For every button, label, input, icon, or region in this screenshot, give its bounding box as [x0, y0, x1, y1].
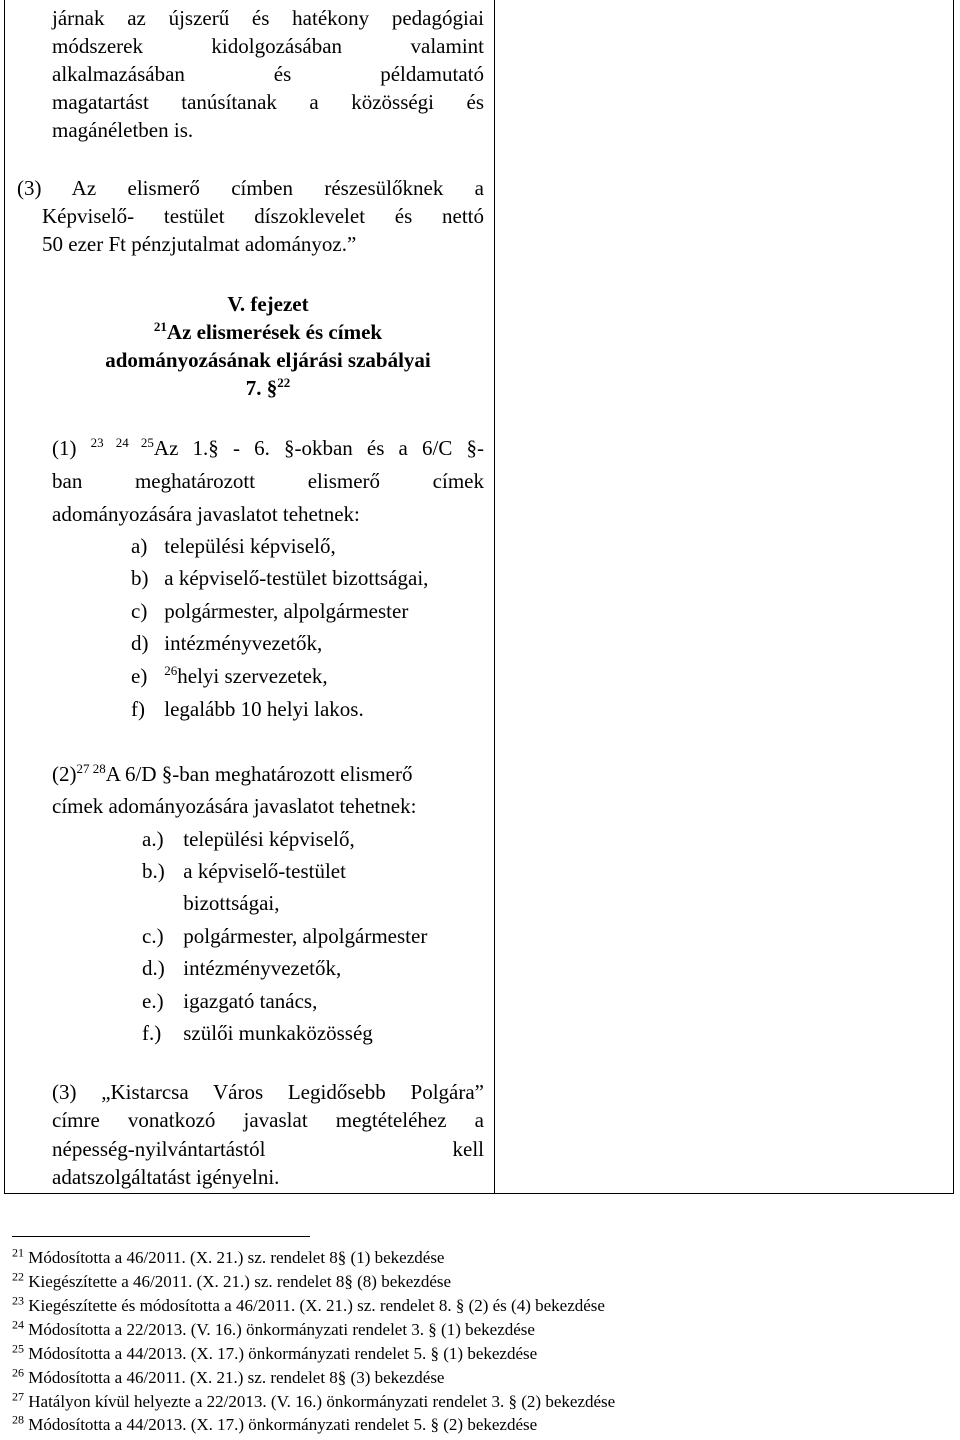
footnote: $^{28}$ Módosította a 44/2013. (X. 17.) önkormányzati rendelet 5. § (2) bekezdése: [12, 1412, 538, 1434]
p1-item: b) a képviselő-testület bizottságai,: [131, 566, 429, 590]
p2-item: bizottságai,: [183, 891, 280, 915]
intro-line: alkalmazásában és példamutató: [52, 62, 484, 86]
intro-line: magatartást tanúsítanak a közösségi és: [52, 90, 484, 114]
footnote: $^{26}$ Módosította a 46/2011. (X. 21.) sz. rendelet 8§ (3) bekezdése: [12, 1365, 445, 1387]
p2-item: d.) intézményvezetők,: [142, 956, 342, 980]
p1-item: e) $^{26}$helyi szervezetek,: [131, 663, 328, 688]
p2-item: e.) igazgató tanács,: [142, 989, 318, 1013]
footnote-ref: 26: [164, 663, 178, 678]
p1-line: ban meghatározott elismerő címek: [52, 469, 484, 493]
footnote: $^{25}$ Módosította a 44/2013. (X. 17.) önkormányzati rendelet 5. § (1) bekezdése: [12, 1341, 538, 1363]
p2-line: címek adományozására javaslatot tehetnek:: [52, 794, 417, 818]
p2-item: f.) szülői munkaközösség: [142, 1021, 373, 1045]
footnote: $^{22}$ Kiegészítette a 46/2011. (X. 21.) sz. rendelet 8§ (8) bekezdése: [12, 1269, 452, 1291]
footnote-separator: [12, 1236, 310, 1237]
footnote: $^{27}$ Hatályon kívül helyezte a 22/2013. (V. 16.) önkormányzati rendelet 3. § (2) bekezdése: [12, 1389, 616, 1411]
p2-item: b.) a képviselő-testület: [142, 859, 346, 883]
intro-line: módszerek kidolgozásában valamint: [52, 34, 484, 58]
section-heading: 7. §$^{22}$: [245, 375, 291, 400]
footnote-refs: 23 24 25: [90, 435, 154, 450]
footnote: $^{21}$ Módosította a 46/2011. (X. 21.) sz. rendelet 8§ (1) bekezdése: [12, 1245, 445, 1267]
p3-line: népesség-nyilvántartástól kell: [52, 1137, 484, 1161]
footnote: $^{24}$ Módosította a 22/2013. (V. 16.) önkormányzati rendelet 3. § (1) bekezdése: [12, 1317, 535, 1339]
p1-line: (1) $^{23 24 25}$Az 1.§ - 6. §-okban és a 6/C §-: [52, 435, 484, 460]
footnote-ref: 21: [153, 319, 167, 334]
p1-line: adományozására javaslatot tehetnek:: [52, 502, 360, 526]
para3-line: Képviselő- testület díszoklevelet és nettó: [42, 204, 484, 228]
chapter-heading: V. fejezet: [227, 292, 309, 316]
p1-item: d) intézményvezetők,: [131, 631, 323, 655]
footnote-ref: 22: [277, 375, 291, 390]
para3-line: (3) Az elismerő címben részesülőknek a: [17, 176, 484, 200]
p3-line: (3) „Kistarcsa Város Legidősebb Polgára”: [52, 1080, 484, 1104]
intro-line: magánéletben is.: [52, 118, 194, 142]
p2-item: c.) polgármester, alpolgármester: [142, 924, 428, 948]
p2-item: a.) települési képviselő,: [142, 827, 355, 851]
p1-item: c) polgármester, alpolgármester: [131, 599, 409, 623]
title-heading: $^{21}$Az elismerések és címek: [153, 319, 383, 344]
intro-line: járnak az újszerű és hatékony pedagógiai: [52, 6, 484, 30]
p3-line: címre vonatkozó javaslat megtételéhez a: [52, 1108, 484, 1132]
title-heading-line2: adományozásának eljárási szabályai: [105, 348, 431, 372]
p2-line: $(2)^{27 28}A$ 6/D §-ban meghatározott elismerő: [52, 761, 413, 786]
p1-item: a) települési képviselő,: [131, 534, 336, 558]
p1-item: f) legalább 10 helyi lakos.: [131, 697, 364, 721]
footnote: $^{23}$ Kiegészítette és módosította a 46/2011. (X. 21.) sz. rendelet 8. § (2) és (4) bekezdése: [12, 1293, 605, 1315]
p3-line: adatszolgáltatást igényelni.: [52, 1165, 280, 1189]
para3-line: 50 ezer Ft pénzjutalmat adományoz.”: [42, 232, 357, 256]
footnote-refs: 27 28: [76, 761, 106, 776]
column-divider: [494, 0, 495, 1194]
